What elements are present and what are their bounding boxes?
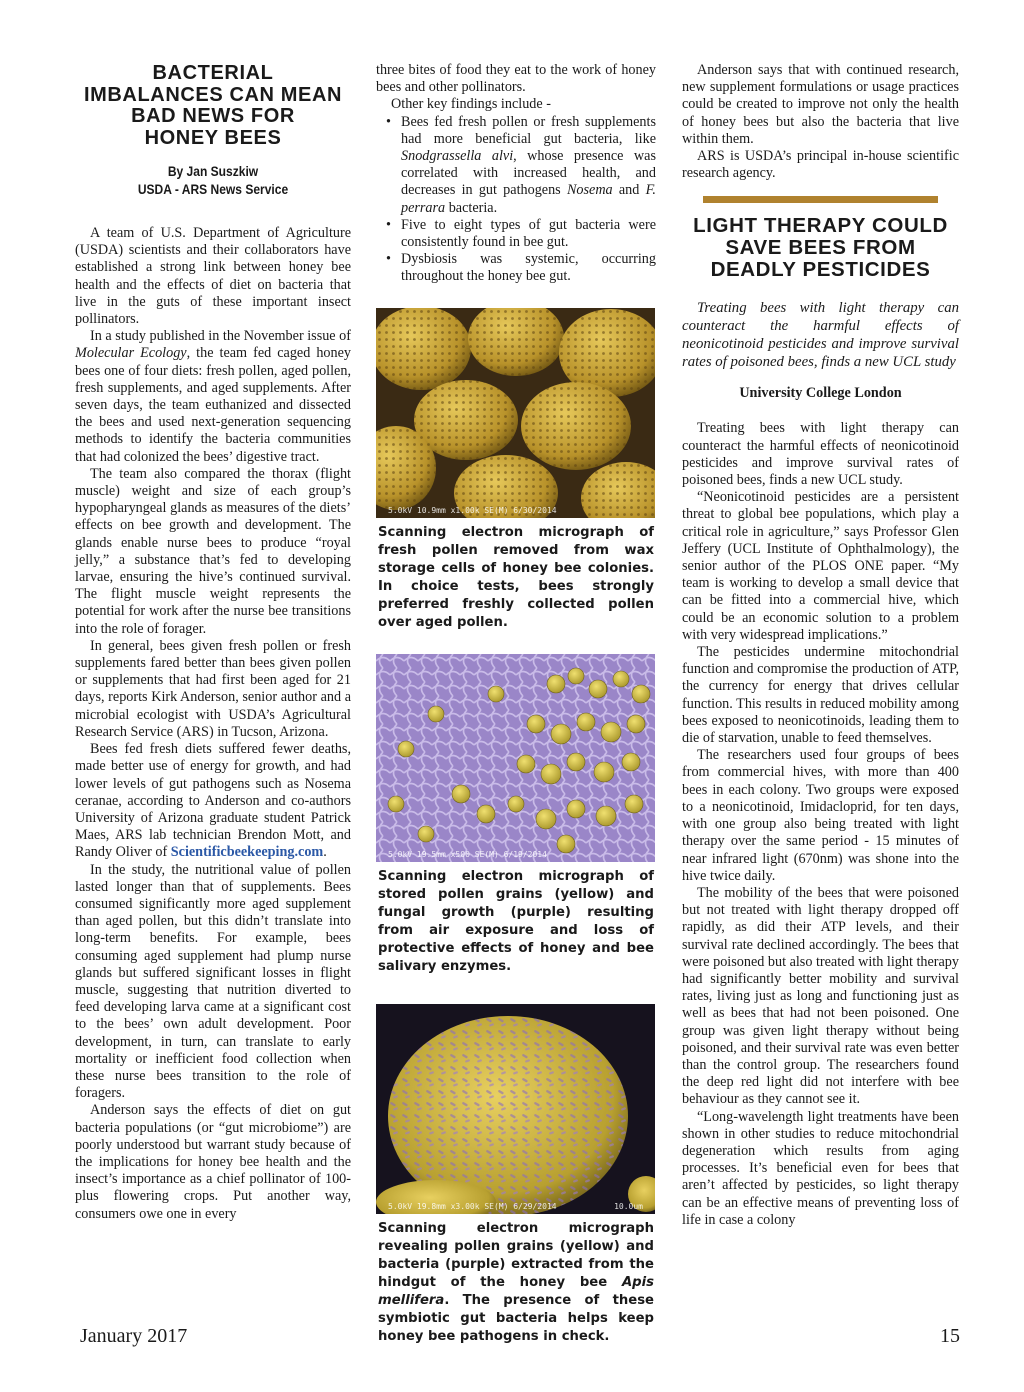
paragraph: The mobility of the bees that were poisoned but not treated with light therapy dropped off rapidly, as did their ATP levels, and their survival rate declined accordingly. The bees that were poisoned but also treated with light therapy had significantly better mobility and survival rates, living just as long and functioning just as well as bees that had not been poisoned. One group was given light therapy without being poisoned, and their survival rate was even better than the control group. The researchers found the deep red light did not interfere with bee behaviour as they cannot see it. [682, 884, 959, 1108]
byline-author: By Jan Suszkiw [167, 163, 259, 179]
paragraph: Anderson says that with continued research, new supplement formulations or usage practices could be created to improve not only the health of honey bees but also the bacteria that live within them. [682, 62, 959, 147]
species-name: Snodgrassella alvi [401, 148, 514, 165]
paragraph: The pesticides undermine mitochondrial function and compromise the production of ATP, the currency for energy that drives cellular function. This results in reduced mobility among bees exposed to neonicotinoids, leading them to die of starvation, unable to feed themselves. [682, 644, 959, 747]
column-left [75, 62, 351, 1223]
paragraph: The team also compared the thorax (flight muscle) weight and size of each group’s hypopharyngeal glands as measures of the diets’ effects on bee growth and development. The glands enable nurse bees to produce “royal jelly,” a substance that’s fed to developing larvae, ensuring the hive’s continued survival. The flight muscle weight represents the potential for work after the nurse bee transitions into the role of forager. [75, 465, 351, 637]
headline-line: HONEY BEES [144, 126, 282, 149]
findings-intro: Other key findings include - [391, 96, 551, 113]
scale-label: 5.0kV 19.8mm x3.00k SE(M) 6/29/2014 [388, 1201, 557, 1211]
micrograph-fresh-pollen [376, 308, 655, 518]
affiliation: University College London [739, 385, 902, 402]
micrograph-image [376, 654, 655, 862]
species-name: Apis mellifera [378, 1274, 654, 1308]
text-run: Bees fed fresh pollen or fresh supplements had more beneficial gut bacteria, like [401, 113, 656, 147]
figure-caption: Scanning electron micrograph of stored pollen grains (yellow) and fungal growth (purple) resulting from air exposure and loss of protective effects of honey and bee salivary enzymes. [378, 868, 654, 974]
paragraph [75, 328, 351, 466]
footer-date: January 2017 [80, 1325, 188, 1347]
headline-line: IMBALANCES CAN MEAN [83, 83, 343, 106]
micrograph-stored-pollen [376, 654, 655, 862]
paragraph: In the study, the nutritional value of pollen lasted longer than that of supplements. Bees consumed significantly more aged supplement than aged pollen, but this didn’t translate into long-term benefits. For example, bees consuming aged supplement had plump nurse glands but suffered significant losses in flight muscle, suggesting that nutrition diverted to feed developing larva came at a significant cost to the bees’ own adult development. Poor development, in turn, can translate to early mortality or inefficient food collection when these nurse bees transition to the role of foragers. [75, 861, 351, 1102]
column-middle [376, 62, 656, 1346]
headline-line: BAD NEWS FOR [131, 105, 295, 127]
byline-org: USDA - ARS News Service [137, 181, 289, 197]
headline-line: LIGHT THERAPY COULD [693, 214, 948, 238]
paragraph: The researchers used four groups of bees from commercial hives, with more than 400 bees in each colony. Two groups were exposed to a neonicotinoid, Imidacloprid, for ten days, with one group also being treated with light therapy over the same period - 15 minutes of near infrared light (670nm) was shone into the hive twice daily. [682, 747, 959, 884]
scale-bar-label: 10.0um [614, 1201, 643, 1211]
micrograph-image [376, 1004, 655, 1214]
text-run: , the team fed caged honey bees one of four diets: fresh pollen, aged pollen, fresh supplements, and aged supplements. After seven days, the team euthanized and dissected the bees and used next-generation sequencing methods to identify the bacteria communities that had colonized the bees’ digestive tract. [75, 345, 351, 465]
article-headline [682, 215, 959, 281]
article-headline [75, 63, 351, 149]
list-item: • Five to eight types of gut bacteria were consistently found in bee gut. [401, 217, 656, 251]
column-right [682, 62, 959, 1229]
species-name: F. perrara [401, 182, 656, 216]
text-run: In a study published in the November issue of [90, 328, 351, 345]
paragraph: Anderson says the effects of diet on gut bacteria populations (or “gut microbiome”) are poorly understood but warrant study because of the implications for honey bee health and the insect’s importance as a chief pollinator of 100-plus flowering crops. Put another way, consumers owe one in every [75, 1102, 351, 1222]
paragraph: Treating bees with light therapy can counteract the harmful effects of neonicotinoid pesticides and improve survival rates of poisoned bees, finds a new UCL study. [682, 420, 959, 489]
paragraph: “Long-wavelength light treatments have been shown in other studies to reduce mitochondrial degeneration which results from aging processes. It’s beneficial even for bees that aren’t affected by pesticides, so light therapy can be an effective means of preventing loss of life in case a colony [682, 1108, 959, 1228]
headline-line: SAVE BEES FROM [725, 236, 916, 260]
figure-caption: Scanning electron micrograph of fresh pollen removed from wax storage cells of honey bee colonies. In choice tests, bees strongly preferred freshly collected pollen over aged pollen. [378, 524, 654, 630]
article-deck: Treating bees with light therapy can counteract the harmful effects of neonicotinoid pesticides and improve survival rates of poisoned bees, finds a new UCL study [682, 300, 959, 371]
text-run: Scanning electron micrograph revealing pollen grains (yellow) and bacteria (purple) extracted from the hindgut of the honey bee [378, 1220, 654, 1290]
website-link[interactable]: Scientificbeekeeping.com [170, 844, 324, 861]
headline-line: BACTERIAL [152, 62, 274, 84]
paragraph [75, 741, 351, 861]
journal-name: Molecular Ecology [75, 345, 187, 362]
paragraph: A team of U.S. Department of Agriculture (USDA) scientists and their collaborators have established a strong link between honey bee health and the effects of diet on bacteria that live in the guts of these important insect pollinators. [75, 225, 351, 328]
paragraph: three bites of food they eat to the work of honey bees and other pollinators. [376, 62, 656, 96]
list-item: • Dysbiosis was systemic, occurring throughout the honey bee gut. [401, 251, 656, 285]
paragraph: ARS is USDA’s principal in-house scientific research agency. [682, 148, 959, 182]
micrograph-hindgut-pollen [376, 1004, 655, 1214]
list-item [401, 114, 656, 217]
text-run: . The presence of these symbiotic gut bacteria helps keep honey bee pathogens in check. [378, 1292, 654, 1344]
scale-label: 5.0kV 19.5mm x500 SE(M) 6/19/2014 [388, 849, 547, 859]
page-number: 15 [940, 1325, 960, 1347]
paragraph: “Neonicotinoid pesticides are a persistent threat to global bee populations, which play a critical role in agriculture,” says Professor Glen Jeffery (UCL Institute of Ophthalmology), the senior author of the PLOS ONE paper. “My team is working to develop a small device that can be fitted into a commercial hive, which could be an economic solution to a problem with very widespread implications.” [682, 489, 959, 643]
section-divider [703, 196, 938, 203]
text-run: , whose presence was correlated with increased health, and decreases in gut pathogens [401, 148, 656, 199]
byline [94, 162, 331, 198]
text-run: . [323, 844, 327, 861]
text-run: bacteria. [445, 199, 498, 216]
species-name: Nosema [566, 182, 613, 199]
figure-caption [378, 1220, 654, 1346]
findings-list [376, 114, 656, 286]
headline-line: DEADLY PESTICIDES [710, 258, 931, 282]
paragraph: In general, bees given fresh pollen or fresh supplements fared better than bees given pollen or supplements that had first been aged for 21 days, reports Kirk Anderson, senior author and a microbial ecologist with USDA’s Agricultural Research Service (ARS) in Tucson, Arizona. [75, 637, 351, 740]
scale-label: 5.0kV 10.9mm x1.00k SE(M) 6/30/2014 [388, 505, 557, 515]
text-run: Bees fed fresh diets suffered fewer deaths, made better use of energy for growth, and had lower levels of gut pathogens such as Nosema ceranae, according to Anderson and co-authors University of Arizona graduate student Patrick Maes, ARS lab technician Brendon Mott, and Randy Oliver of [75, 741, 351, 861]
text-run: and [612, 182, 646, 199]
micrograph-image [376, 308, 655, 518]
